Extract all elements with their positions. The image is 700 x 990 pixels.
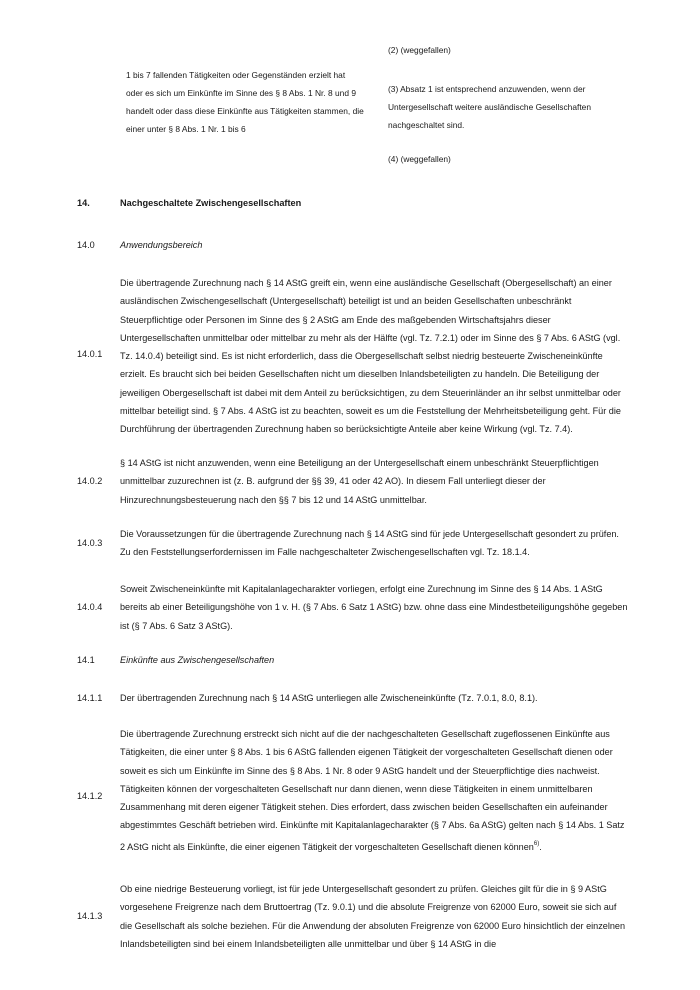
right-column-item-2 — [388, 41, 628, 59]
paragraph-number: 14.0 — [77, 240, 95, 250]
paragraph-text — [120, 725, 628, 856]
paragraph-text: Der übertragenden Zurechnung nach § 14 AStG unterliegen alle Zwischeneinkünfte (Tz. 7.0.1, 8.0, 8.1). — [120, 693, 538, 703]
paragraph-number: 14.1.3 — [77, 911, 103, 921]
right-column-text-1: (2) (weggefallen) — [388, 45, 451, 55]
footnote-marker: 6) — [533, 840, 540, 847]
right-column-text-2: (3) Absatz 1 ist entsprechend anzuwenden, wenn der Untergesellschaft weitere ausländische Gesellschaften nachgeschaltet sind. — [388, 84, 591, 130]
paragraph-number: 14.1.2 — [77, 791, 103, 801]
paragraph-text: Ob eine niedrige Besteuerung vorliegt, ist für jede Untergesellschaft gesondert zu prüfen. Gleiches gilt für die in § 9 AStG vorgesehene Freigrenze nach dem Bruttoertrag (Tz. 9.0.1) und die absolute Freigrenze von 62000 Euro, soweit sie sich auf die Gesellschaft als solche beziehen. Für die Anwendung der absoluten Freigrenze von 62000 Euro hinsichtlich der einzelnen Inlandsbeteiligten sind bei einem Inlandsbeteiligten alle unmittelbar und über § 14 AStG in die — [120, 884, 626, 949]
paragraph-text: Die übertragende Zurechnung nach § 14 AStG greift ein, wenn eine ausländische Gesellschaft (Obergesellschaft) an einer ausländischen Zwischengesellschaft (Untergesellschaft) beteiligt ist und an beiden Gesellschaften unbeschränkt Steuerpflichtige oder Personen im Sinne des § 2 AStG am Ende des maßgebenden Wirtschaftsjahrs dieser Untergesellschaften unmittelbar oder mittelbar zu mehr als der Hälfte (vgl. Tz. 7.2.1) oder im Sinne des § 7 Abs. 6 AStG (vgl. Tz. 14.0.4) beteiligt sind. Es ist nicht erforderlich, dass die Obergesellschaft selbst niedrig besteuerte Zwischeneinkünfte erzielt. Es braucht sich bei beiden Gesellschaften nicht um dieselben Inlandsbeteiligten zu handeln. Die Beteiligung der jeweiligen Obergesellschaft ist dabei mit dem Anteil zu berücksichtigen, zu dem Steuerinländer an ihr selbst unmittelbar oder mittelbar beteiligt sind. § 7 Abs. 4 AStG ist zu beachten, soweit es um die Feststellung der Mehrheitsbeteiligung geht. Für die Durchführung der übertragenden Zurechnung haben so berücksichtigte Anteile aber keine Wirkung (vgl. Tz. 7.4). — [120, 278, 621, 435]
paragraph-number: 14.0.1 — [77, 349, 103, 359]
paragraph-number: 14.1 — [77, 655, 95, 665]
right-column-item-3 — [388, 80, 624, 134]
section-number: 14. — [77, 198, 90, 208]
paragraph-body: Die übertragende Zurechnung erstreckt sich nicht auf die der nachgeschalteten Gesellschaft zugeflossenen Einkünfte aus Tätigkeiten, die einer unter § 8 Abs. 1 bis 6 AStG fallenden eigenen Tätigkeit der vorgeschalteten Gesellschaft dienen oder soweit es sich um Einkünfte im Sinne des § 8 Abs. 1 Nr. 8 oder 9 AStG handelt und der Steuerpflichtige dies nachweist. Tätigkeiten können der vorgeschalteten Gesellschaft nur dann dienen, wenn diese Tätigkeiten in einem unmittelbaren Zusammenhang mit deren eigener Tätigkeit stehen. Dies erfordert, dass zwischen beiden Gesellschaften ein aufeinander abgestimmtes Geschäft betrieben wird. Einkünfte mit Kapitalanlagecharakter (§ 7 Abs. 6a AStG) gelten nach § 14 Abs. 1 Satz 2 AStG nicht als Einkünfte, die einer eigenen Tätigkeit der vorgeschalteten Gesellschaft dienen können — [120, 729, 625, 852]
paragraph-end: . — [539, 841, 542, 852]
left-column-text: 1 bis 7 fallenden Tätigkeiten oder Gegenständen erzielt hat oder es sich um Einkünfte im Sinne des § 8 Abs. 1 Nr. 8 und 9 handelt oder dass diese Einkünfte aus Tätigkeiten stammen, die einer unter § 8 Abs. 1 Nr. 1 bis 6 — [126, 70, 364, 134]
section-title: Nachgeschaltete Zwischengesellschaften — [120, 198, 302, 208]
right-column-item-4 — [388, 150, 628, 168]
paragraph-text: Die Voraussetzungen für die übertragende Zurechnung nach § 14 AStG sind für jede Untergesellschaft gesondert zu prüfen. Zu den Feststellungserfordernissen im Falle nachgeschalteter Zwischengesellschaften vgl. Tz. 18.1.4. — [120, 529, 619, 558]
paragraph-number: 14.0.3 — [77, 538, 103, 548]
paragraph-number: 14.1.1 — [77, 693, 103, 703]
left-column-fragment — [126, 66, 364, 138]
subheading: Anwendungsbereich — [120, 240, 203, 250]
paragraph-number: 14.0.2 — [77, 476, 103, 486]
paragraph-text: Soweit Zwischeneinkünfte mit Kapitalanlagecharakter vorliegen, erfolgt eine Zurechnung im Sinne des § 14 Abs. 1 AStG bereits ab einer Beteiligungshöhe von 1 v. H. (§ 7 Abs. 6 Satz 1 AStG) bzw. ohne dass eine Mindestbeteiligungshöhe gegeben ist (§ 7 Abs. 6 Satz 3 AStG). — [120, 584, 628, 631]
paragraph-text: § 14 AStG ist nicht anzuwenden, wenn eine Beteiligung an der Untergesellschaft einem unbeschränkt Steuerpflichtigen unmittelbar zuzurechnen ist (z. B. aufgrund der §§ 39, 41 oder 42 AO). In diesem Fall unterliegt dieser der Hinzurechnungsbesteuerung nach den §§ 7 bis 12 und 14 AStG unmittelbar. — [120, 458, 599, 505]
right-column-text-3: (4) (weggefallen) — [388, 154, 451, 164]
paragraph-number: 14.0.4 — [77, 602, 103, 612]
subheading: Einkünfte aus Zwischengesellschaften — [120, 655, 275, 665]
